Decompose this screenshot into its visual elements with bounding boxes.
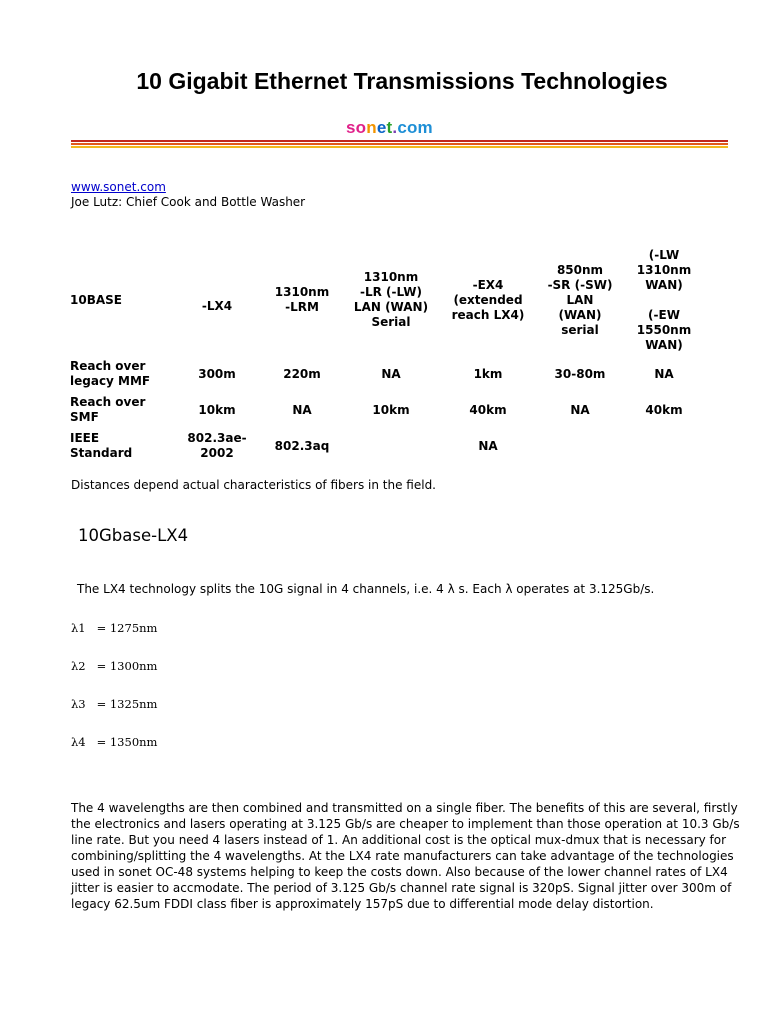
header-line: 1550nm [636,322,692,337]
header-line: 850nm [556,262,604,277]
row-label [70,356,170,392]
table-cell: 40km [645,402,683,417]
intro-text: The LX4 technology splits the 10G signal in 4 channels, i.e. 4 λ s. Each λ operates at 3.125Gb/s. [77,582,655,596]
header-lw-ew [626,244,702,356]
logo-part: e [376,118,387,137]
table-cell [534,428,626,464]
header-line: -SR (-SW) [547,277,613,292]
table-cell: NA [381,366,401,381]
header-line: LAN [566,292,594,307]
table-cell: 1km [473,366,503,381]
header-line: reach LX4) [451,307,525,322]
table-cell: 10km [372,402,410,417]
header-ex4 [442,244,534,356]
lambda-line: λ1 = 1275nm [71,621,158,635]
row-label-line: Reach over [70,395,146,409]
table-cell: 40km [469,402,507,417]
lambda-line: λ3 = 1325nm [71,697,158,711]
author-line: Joe Lutz: Chief Cook and Bottle Washer [71,195,306,209]
table-cell: NA [478,438,498,453]
row-label-line: IEEE [70,431,100,445]
row-label-line: legacy MMF [70,374,151,388]
table-row [70,356,702,392]
header-lrm [264,244,340,356]
colored-divider [71,140,728,148]
header-lr [340,244,442,356]
header-lx4: -LX4 [201,298,233,313]
logo-part: com [397,118,433,137]
header-line: LAN (WAN) [353,300,429,314]
table-cell [170,428,264,464]
logo-part: t [386,118,393,137]
header-line: WAN) [645,277,683,292]
header-line: (WAN) [558,307,602,322]
row-label-line: Standard [70,446,133,460]
specs-table [70,244,702,464]
page-title: 10 Gigabit Ethernet Transmissions Technologies [136,68,668,94]
header-line: (-LW [648,247,680,262]
header-line: -EX4 [472,277,504,292]
table-cell: NA [654,366,674,381]
header-line: 1310nm [636,262,692,277]
header-line: Serial [371,315,411,329]
cell-line: 2002 [200,446,234,460]
table-row [70,428,702,464]
header-line: 1310nm [274,285,330,299]
cell-line: 802.3ae- [187,431,247,445]
table-cell: 10km [198,402,236,417]
table-cell: NA [292,402,312,417]
lambda-line: λ2 = 1300nm [71,659,158,673]
header-line: serial [561,322,599,337]
row-label [70,428,170,464]
distance-note: Distances depend actual characteristics of fibers in the field. [71,478,436,492]
row-label-line: Reach over [70,359,146,373]
header-line: (-EW [648,307,680,322]
table-row [70,392,702,428]
logo-part: n [366,118,377,137]
row-label [70,392,170,428]
table-cell: 802.3aq [274,438,330,453]
table-cell [340,428,442,464]
header-line: 1310nm [363,270,419,284]
header-line: (extended [453,292,523,307]
sonet-logo[interactable] [346,118,433,138]
table-cell: 300m [198,366,236,381]
header-sr [534,244,626,356]
table-cell: 220m [283,366,321,381]
table-cell: 30-80m [554,366,606,381]
row-label-line: SMF [70,410,99,424]
logo-part: so [346,118,367,137]
logo-part: . [392,118,398,137]
section-title: 10Gbase-LX4 [78,526,189,545]
table-header-row [70,244,702,356]
body-paragraph: The 4 wavelengths are then combined and transmitted on a single fiber. The benefits of this are several, firstly the electronics and lasers operating at 3.125 Gb/s are cheaper to implement than those operation at 10.3 Gb/s line rate. But you need 4 lasers instead of 1. An additional cost is the optical mux-dmux that is necessary for combining/splitting the 4 wavelengths. At the LX4 rate manufacturers can take advantage of the technologies used in sonet OC-48 systems helping to keep the costs down. Also because of the lower channel rates of LX4 jitter is easier to accmodate. The period of 3.125 Gb/s channel rate signal is 320pS. Signal jitter over 300m of legacy 62.5um FDDI class fiber is approximately 157pS due to differential mode delay distortion. [71,801,740,911]
header-line: WAN) [645,337,683,352]
header-line: -LR (-LW) [360,285,422,299]
header-line: -LRM [285,300,319,314]
lambda-line: λ4 = 1350nm [71,735,158,749]
table-cell [626,428,702,464]
header-label: 10BASE [70,292,122,307]
sonet-link[interactable]: www.sonet.com [71,180,166,194]
table-cell: NA [570,402,590,417]
